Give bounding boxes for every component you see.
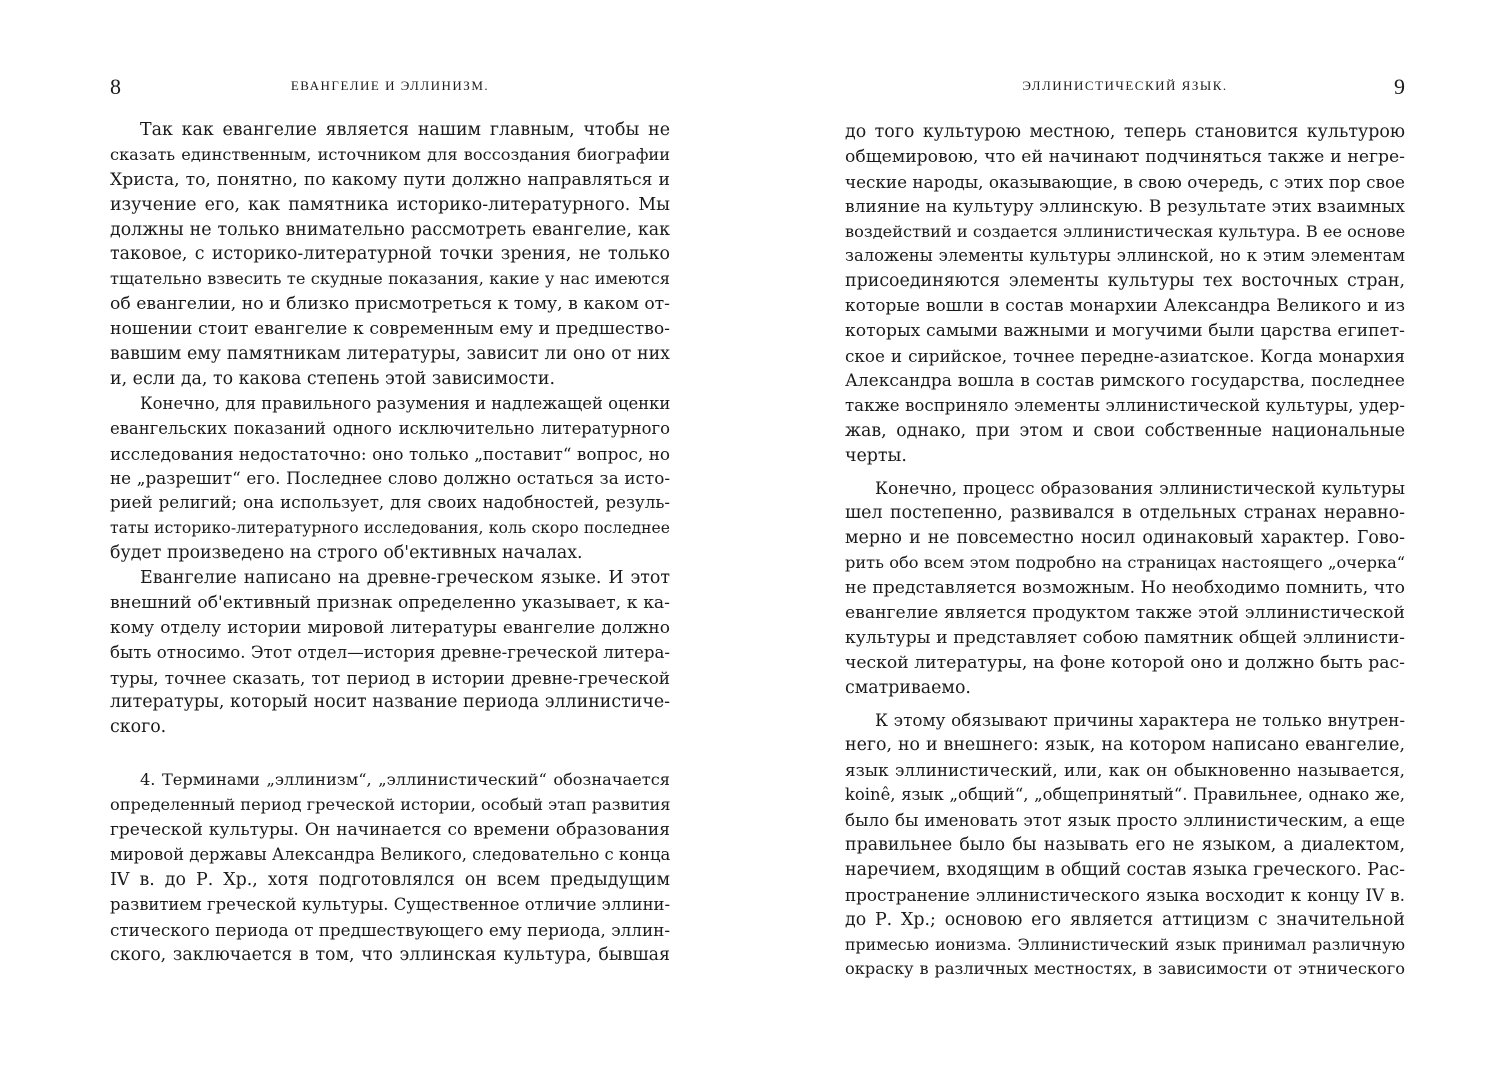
text-line: кому отделу истории мировой литературы евангелие должно: [110, 617, 670, 638]
text-line: стического периода от предшествующего ему периода, эллин-: [110, 919, 670, 940]
text-line: ского, заключается в том, что эллинская культура, бывшая: [110, 944, 670, 965]
left-page-text: [110, 118, 670, 967]
text-line: Христа, то, понятно, по какому пути должно направляться и: [110, 169, 670, 190]
text-line: культуры и представляет собою памятник общей эллинисти-: [845, 627, 1405, 648]
text-line: мерно и не повсеместно носил одинаковый характер. Гово-: [845, 528, 1405, 549]
text-line: также восприняло элементы эллинистической культуры, удер-: [845, 395, 1405, 415]
text-line: Конечно, для правильного разумения и надлежащей оценки: [140, 393, 670, 413]
text-line: ское и сирийское, точнее передне-азиатское. Когда монархия: [845, 346, 1405, 367]
text-line: быть относимо. Этот отдел—история древне-греческой литера-: [110, 642, 670, 662]
text-line: сматриваемо.: [845, 677, 971, 698]
text-line: жав, однако, при этом и свои собственные национальные: [845, 420, 1405, 441]
text-line: евангелие является продуктом также этой эллинистической: [845, 602, 1405, 623]
text-line: Александра вошла в состав римского государства, последнее: [845, 370, 1405, 391]
text-line: до Р. Хр.; основою его является аттицизм с значительной: [845, 909, 1405, 930]
text-line: шел постепенно, развивался в отдельных странах неравно-: [845, 503, 1405, 524]
running-head: ЭЛЛИНИСТИЧЕСКИЙ ЯЗЫК.: [1022, 78, 1228, 93]
text-line: наречием, входящим в общий состав языка греческого. Рас-: [845, 859, 1405, 880]
text-line: влияние на культуру эллинскую. В результате этих взаимных: [845, 196, 1405, 217]
text-line: внешний об'ективный признак определенно указывает, к ка-: [110, 592, 670, 613]
page-number: 9: [1394, 74, 1405, 99]
text-line: общемировою, что ей начинают подчиняться также и негре-: [845, 146, 1405, 167]
text-line: не представляется возможным. Но необходимо помнить, что: [845, 578, 1405, 599]
text-line: до того культурою местною, теперь становится культурою: [845, 122, 1405, 142]
text-line: изучение его, как памятника историко-литературного. Мы: [110, 194, 670, 215]
text-line: пространение эллинистического языка восходит к концу IV в.: [845, 884, 1405, 905]
text-line: ского.: [110, 717, 167, 738]
text-line: развитием греческой культуры. Существенное отличие эллини-: [110, 894, 670, 914]
left-page: [110, 0, 670, 967]
text-line: ческой литературы, на фоне которой оно и должно быть рас-: [845, 652, 1405, 673]
text-line: рить обо всем этом подробно на страницах настоящего „очерка“: [845, 553, 1405, 573]
text-line: Евангелие написано на древне-греческом языке. И этот: [140, 568, 670, 589]
text-line: черты.: [845, 445, 907, 466]
text-line: него, но и внешнего: язык, на котором написано евангелие,: [845, 735, 1405, 756]
text-line: примесью ионизма. Эллинистический язык принимал различную: [845, 934, 1405, 954]
text-line: К этому обязывают причины характера не только внутрен-: [875, 710, 1405, 731]
right-page: [845, 0, 1405, 982]
text-line: Конечно, процесс образования эллинистической культуры: [875, 478, 1405, 499]
text-line: воздействий и создается эллинистическая культура. В ее основе: [845, 221, 1405, 241]
text-line: окраску в различных местностях, в зависимости от этнического: [845, 959, 1405, 979]
right-page-header: [845, 74, 1405, 114]
text-line: заложены элементы культуры эллинской, но к этим элементам: [845, 246, 1405, 266]
text-line: которые вошли в состав монархии Александра Великого и из: [845, 296, 1405, 317]
text-line: koinê, язык „общий“, „общепринятый“. Правильнее, однако же,: [845, 785, 1405, 805]
text-line: литературы, который носит название периода эллинистиче-: [110, 692, 670, 713]
text-line: об евангелии, но и близко присмотреться к тому, в каком от-: [110, 294, 670, 315]
text-line: будет произведено на строго об'ективных началах.: [110, 543, 583, 564]
text-line: 4. Терминами „эллинизм“, „эллинистический“ обозначается: [140, 770, 670, 790]
running-head: ЕВАНГЕЛИЕ И ЭЛЛИНИЗМ.: [290, 78, 490, 93]
text-line: IV в. до Р. Хр., хотя подготовлялся он всем предыдущим: [110, 869, 670, 890]
text-line: должны не только внимательно рассмотреть евангелие, как: [110, 219, 670, 240]
text-line: правильнее было бы называть его не языком, а диалектом,: [845, 834, 1405, 855]
text-line: определенный период греческой истории, особый этап развития: [110, 795, 670, 815]
text-line: греческой культуры. Он начинается со времени образования: [110, 820, 670, 841]
left-page-header: [110, 74, 670, 114]
text-line: тщательно взвесить те скудные показания, какие у нас имеются: [110, 269, 670, 289]
text-line: таты историко-литературного исследования, коль скоро последнее: [110, 519, 670, 538]
text-line: сказать единственным, источником для воссоздания биографии: [110, 144, 670, 164]
text-line: было бы именовать этот язык просто эллинистическим, а еще: [845, 810, 1405, 831]
text-line: рией религий; она использует, для своих надобностей, резуль-: [110, 493, 670, 513]
text-line: евангельских показаний одного исключительно литературного: [110, 418, 670, 438]
text-line: мировой державы Александра Великого, следовательно с конца: [110, 844, 670, 864]
text-line: исследования недостаточно: оно только „поставит“ вопрос, но: [110, 443, 670, 464]
text-line: ческие народы, оказывающие, в свою очередь, с этих пор свое: [845, 171, 1405, 192]
text-line: и, если да, то какова степень этой зависимости.: [110, 368, 555, 389]
right-page-text: [845, 120, 1405, 982]
text-line: присоединяются элементы культуры тех восточных стран,: [845, 271, 1405, 292]
text-line: язык эллинистический, или, как он обыкновенно называется,: [845, 760, 1405, 781]
text-line: Так как евангелие является нашим главным, чтобы не: [140, 120, 670, 140]
text-line: которых самыми важными и могучими были царства египет-: [845, 321, 1405, 342]
text-line: не „разрешит“ его. Последнее слово должно остаться за исто-: [110, 468, 670, 489]
text-line: ношении стоит евангелие к современным ему и предшество-: [110, 319, 670, 340]
page-number: 8: [110, 74, 121, 99]
text-line: туры, точнее сказать, тот период в истории древне-греческой: [110, 667, 670, 688]
text-line: вавшим ему памятникам литературы, зависит ли оно от них: [110, 344, 670, 365]
text-line: таковое, с историко-литературной точки зрения, не только: [110, 244, 670, 265]
